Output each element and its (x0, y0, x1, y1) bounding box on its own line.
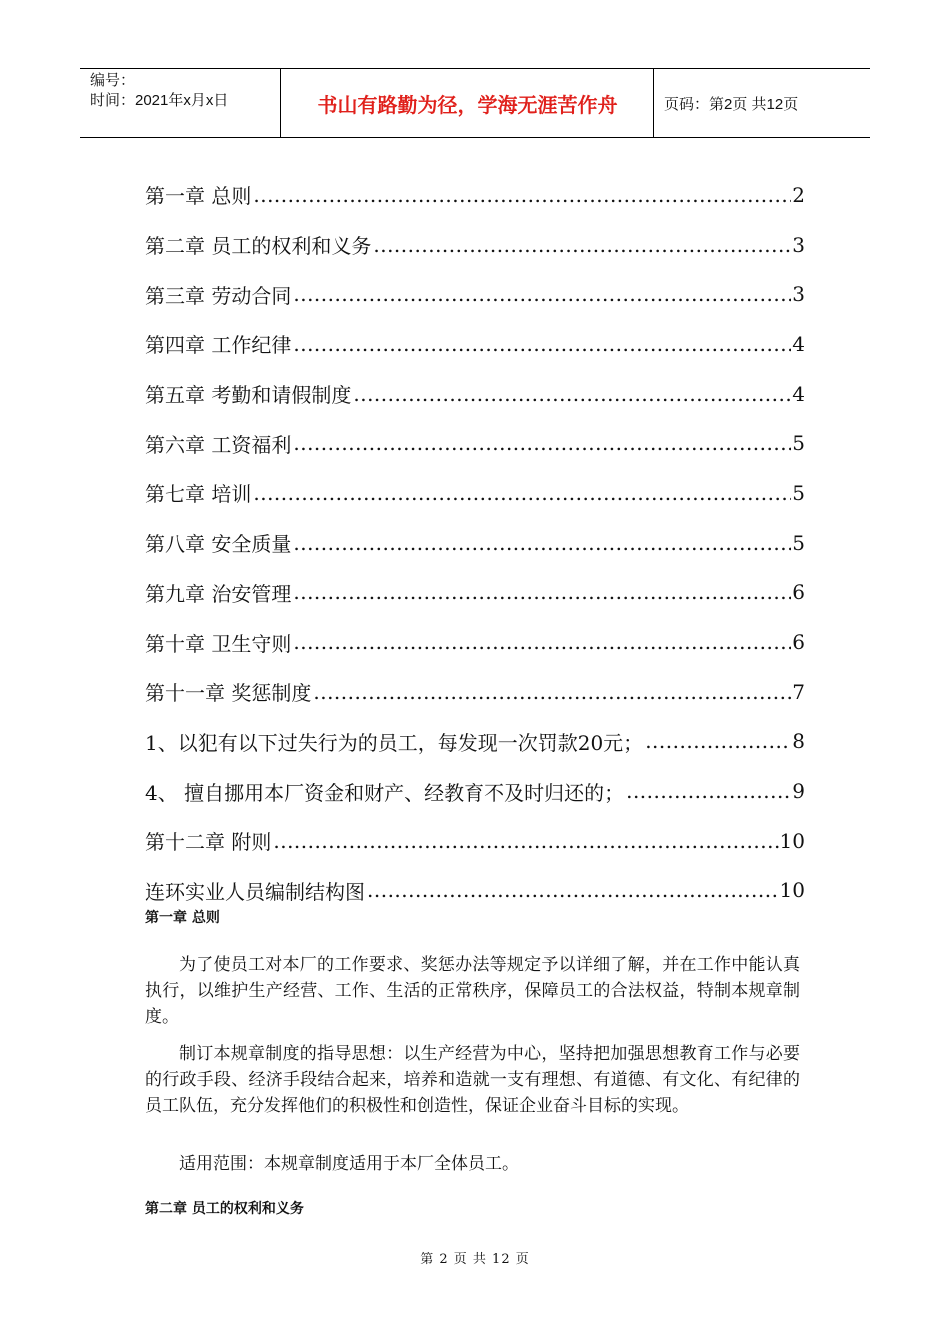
toc-title: 第六章 工资福利 (145, 429, 293, 458)
toc-entry[interactable] (145, 816, 805, 866)
toc-page: 5 (792, 530, 805, 555)
toc-title: 第八章 安全质量 (145, 528, 293, 557)
toc-leader (253, 183, 791, 207)
toc-page: 10 (779, 828, 805, 853)
toc-leader (645, 729, 791, 753)
toc-page: 3 (792, 282, 805, 307)
paragraph-purpose: 为了使员工对本厂的工作要求、奖惩办法等规定予以详细了解，并在工作中能认真执行，以维护生产经营、工作、生活的正常秩序，保障员工的合法权益，特制本规章制度。 (145, 955, 800, 1027)
toc-title: 第四章 工作纪律 (145, 329, 293, 358)
toc-entry[interactable] (145, 170, 805, 220)
toc-page: 7 (792, 679, 805, 704)
header-page-info: 页码：第2页 共12页 (664, 95, 799, 113)
toc-leader (293, 332, 791, 356)
toc-title: 第一章 总则 (145, 180, 253, 209)
toc-leader (367, 878, 779, 902)
toc-leader (293, 630, 791, 654)
page-header (80, 68, 870, 138)
toc-page: 6 (792, 630, 805, 655)
toc-entry[interactable] (145, 369, 805, 419)
toc-entry[interactable] (145, 766, 805, 816)
toc-leader (293, 431, 791, 455)
toc-title: 第十一章 奖惩制度 (145, 677, 313, 706)
toc-leader (273, 829, 778, 853)
table-of-contents (145, 170, 805, 915)
toc-leader (253, 481, 791, 505)
paragraph-scope: 适用范围：本规章制度适用于本厂全体员工。 (179, 1154, 519, 1174)
toc-page: 5 (792, 431, 805, 456)
toc-entry[interactable] (145, 418, 805, 468)
paragraph-guideline: 制订本规章制度的指导思想：以生产经营为中心，坚持把加强思想教育工作与必要的行政手段、经济手段结合起来，培养和造就一支有理想、有道德、有文化、有纪律的员工队伍，充分发挥他们的积极性和创造性，保证企业奋斗目标的实现。 (145, 1044, 800, 1116)
toc-leader (626, 779, 791, 803)
toc-title: 4、 擅自挪用本厂资金和财产、经教育不及时归还的； (145, 777, 626, 806)
toc-entry[interactable] (145, 717, 805, 767)
toc-leader (313, 680, 791, 704)
toc-entry[interactable] (145, 220, 805, 270)
toc-page: 3 (792, 232, 805, 257)
toc-title: 第十章 卫生守则 (145, 628, 293, 657)
toc-page: 4 (792, 381, 805, 406)
toc-title: 第三章 劳动合同 (145, 280, 293, 309)
toc-entry[interactable] (145, 617, 805, 667)
toc-title: 第五章 考勤和请假制度 (145, 379, 353, 408)
header-motto: 书山有路勤为径，学海无涯苦作舟 (282, 69, 654, 137)
toc-page: 10 (779, 878, 805, 903)
toc-entry[interactable] (145, 568, 805, 618)
toc-entry[interactable] (145, 866, 805, 916)
toc-page: 9 (792, 779, 805, 804)
header-meta (80, 69, 281, 137)
toc-entry[interactable] (145, 468, 805, 518)
toc-title: 第九章 治安管理 (145, 578, 293, 607)
toc-entry[interactable] (145, 319, 805, 369)
toc-page: 4 (792, 331, 805, 356)
toc-entry[interactable] (145, 667, 805, 717)
toc-page: 8 (792, 729, 805, 754)
page-footer: 第 2 页 共 12 页 (420, 1252, 530, 1267)
toc-title: 第十二章 附则 (145, 826, 273, 855)
chapter-1-heading: 第一章 总则 (145, 910, 220, 926)
toc-page: 6 (792, 580, 805, 605)
time-label: 时间：2021年x月x日 (90, 92, 229, 109)
toc-title: 连环实业人员编制结构图 (145, 876, 367, 905)
toc-entry[interactable] (145, 269, 805, 319)
toc-leader (293, 282, 791, 306)
chapter-2-heading: 第二章 员工的权利和义务 (145, 1201, 304, 1217)
number-label: 编号： (90, 72, 136, 89)
toc-leader (293, 580, 791, 604)
toc-title: 第二章 员工的权利和义务 (145, 230, 373, 259)
toc-leader (353, 382, 791, 406)
toc-entry[interactable] (145, 518, 805, 568)
toc-title: 1、以犯有以下过失行为的员工，每发现一次罚款20元； (145, 727, 645, 756)
toc-title: 第七章 培训 (145, 478, 253, 507)
toc-leader (293, 531, 791, 555)
toc-leader (373, 233, 791, 257)
toc-page: 5 (792, 480, 805, 505)
toc-page: 2 (792, 182, 805, 207)
